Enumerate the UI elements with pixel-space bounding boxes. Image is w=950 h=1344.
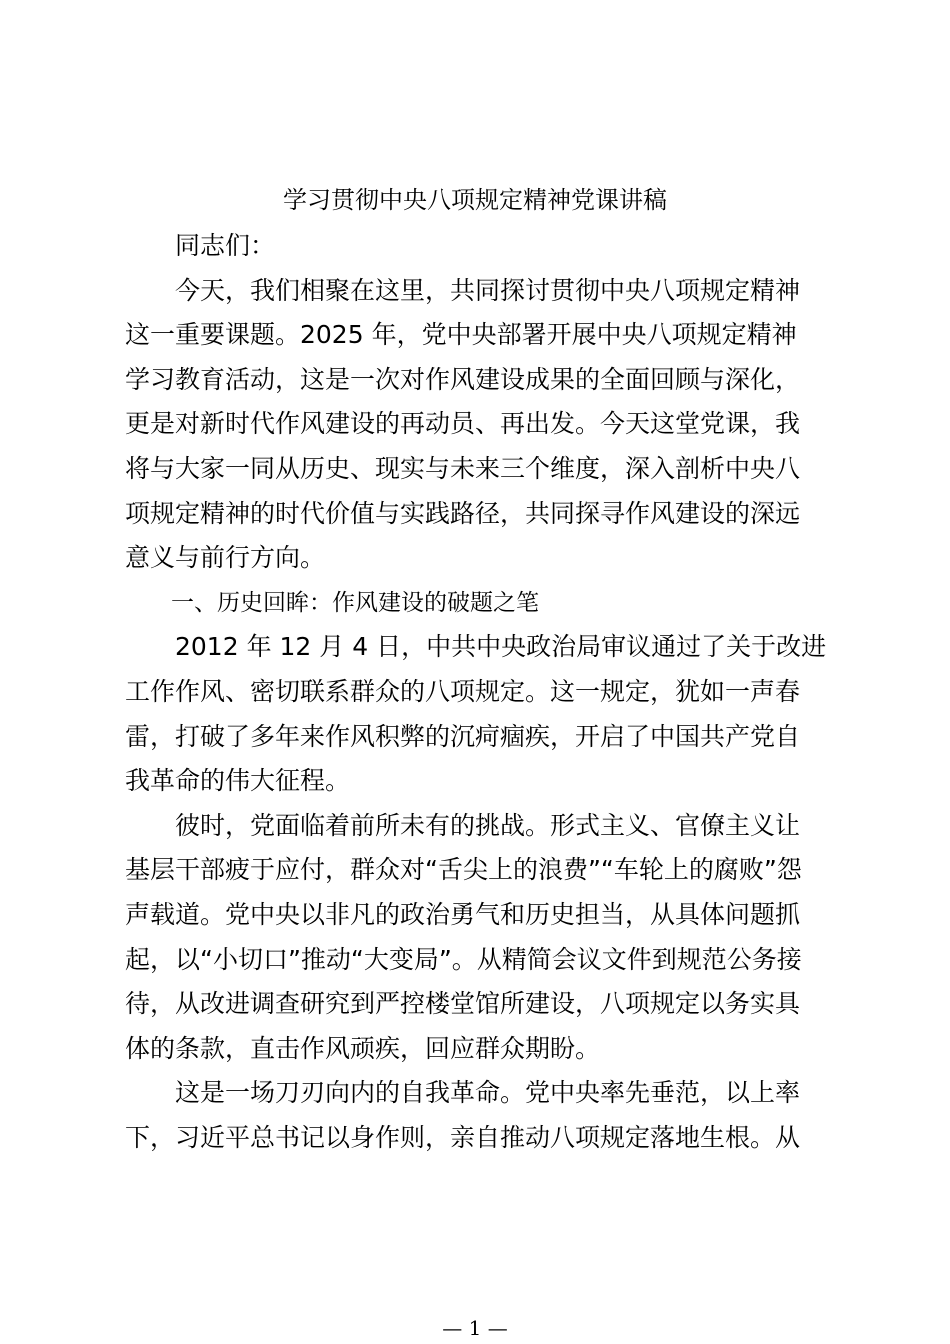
history-paragraph [125,625,825,803]
text-line: 雷，打破了多年来作风积弊的沉疴痼疾，开启了中国共产党自 [125,721,801,751]
challenge-paragraph [125,804,825,1072]
text-line: 待，从改进调查研究到严控楼堂馆所建设，八项规定以务实具 [125,989,801,1019]
text-line: 起，以“小切口”推动“大变局”。从精简会议文件到规范公务接 [125,944,802,974]
text-line: 体的条款，直击作风顽疾，回应群众期盼。 [125,1033,601,1063]
heading-text: 一、历史回眸：作风建设的破题之笔 [171,589,539,616]
salutation-paragraph [125,224,825,269]
page-number: — 1 — [442,1316,508,1340]
document-title: 学习贯彻中央八项规定精神党课讲稿 [283,186,667,214]
text-line: 彼时，党面临着前所未有的挑战。形式主义、官僚主义让 [175,810,801,840]
text-line: 2012 年 12 月 4 日，中共中央政治局审议通过了关于改进 [175,632,827,662]
text-line: 工作作风、密切联系群众的八项规定。这一规定，犹如一声春 [125,676,801,706]
text-line: 这一重要课题。2025 年，党中央部署开展中央八项规定精神 [125,320,797,350]
text-line: 项规定精神的时代价值与实践路径，共同探寻作风建设的深远 [125,498,801,528]
text-line: 声载道。党中央以非凡的政治勇气和历史担当，从具体问题抓 [125,899,801,929]
text-line: 今天，我们相聚在这里，共同探讨贯彻中央八项规定精神 [175,275,801,305]
document-body [125,224,825,1160]
text-line: 基层干部疲于应付，群众对“舌尖上的浪费”“车轮上的腐败”怨 [125,855,802,885]
text-line: 同志们： [175,231,276,260]
text-line: 将与大家一同从历史、现实与未来三个维度，深入剖析中央八 [125,453,801,483]
text-line: 意义与前行方向。 [125,543,326,573]
text-line: 这是一场刀刃向内的自我革命。党中央率先垂范，以上率 [175,1078,801,1108]
text-line: 我革命的伟大征程。 [125,766,351,796]
text-line: 学习教育活动，这是一次对作风建设成果的全面回顾与深化， [125,364,801,394]
intro-paragraph [125,269,825,581]
text-line: 更是对新时代作风建设的再动员、再出发。今天这堂党课，我 [125,409,801,439]
text-line: 下，习近平总书记以身作则，亲自推动八项规定落地生根。从 [125,1122,801,1152]
revolution-paragraph [125,1071,825,1160]
section-heading [125,581,825,626]
